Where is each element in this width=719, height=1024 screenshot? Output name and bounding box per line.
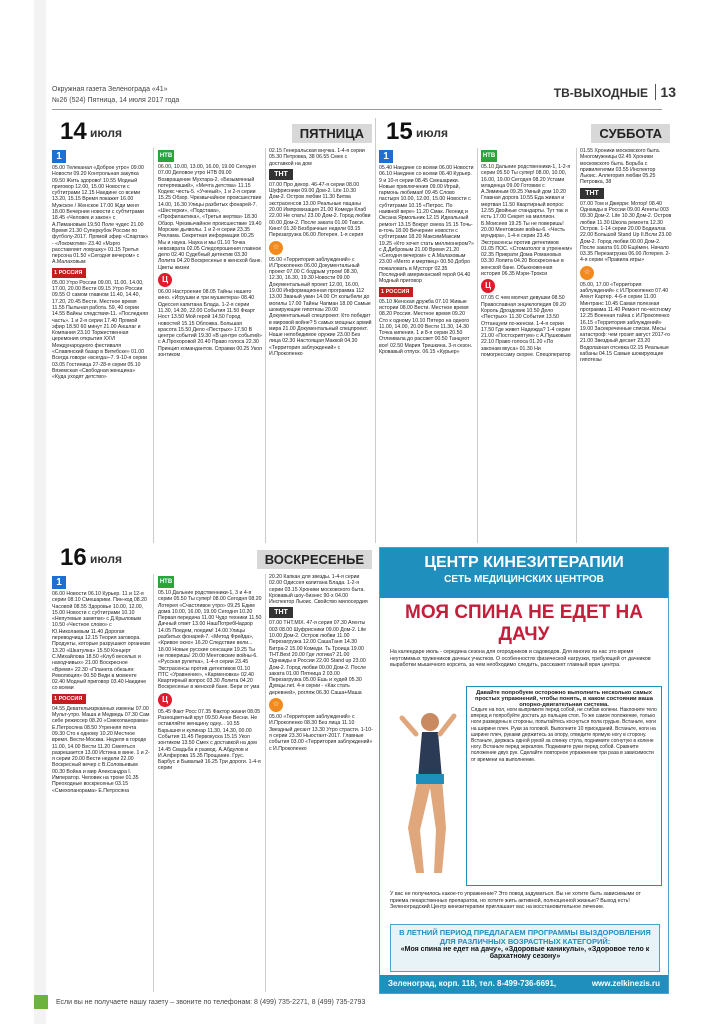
ad-website: www.zelkinezis.ru xyxy=(591,979,660,988)
offer-title: В ЛЕТНИЙ ПЕРИОД ПРЕДЛАГАЕМ ПРОГРАММЫ ВЫЗДОРОВЛЕНИЯ ДЛЯ РАЗЛИЧНЫХ ВОЗРАСТНЫХ КАТЕГОРИЙ: xyxy=(399,928,651,946)
weekday-name: СУББОТА xyxy=(591,124,670,143)
channel-tvc-logo: Ц xyxy=(158,273,172,287)
saturday-channel-tnt xyxy=(580,148,672,543)
newspaper-name: Окружная газета Зеленограда «41» xyxy=(52,86,168,93)
exercise-box-text: Сядьте на пол, ноги выпрямите перед собой, не сгибая колени. Наклоните тело вперед и попробуйте достать до пальцев стоп. То же самое положение, только ноги разведены в стороны, попытайтесь коснуться пола грудью. Встаньте, ноги на ширине плеч. Руки за головой. Выполните 10 приседаний. Встаньте, ноги на ширине плеч, руками держитесь за опору, отведите прямую ногу в сторону. Встаньте, держась одной рукой за спинку стула, поднимите согнутую в колене ногу. Встаньте перед зеркалом. Поднимите руки перед собой. Сравните положение двух рук. Сделайте повторное упражнение три раза в зависимости от времени на выполнение. xyxy=(471,707,657,763)
channel-one-logo: 1 xyxy=(52,150,66,163)
channel-russia-logo: 1 РОССИЯ xyxy=(52,694,86,704)
column-divider xyxy=(153,148,154,543)
channel-tvc-logo: Ц xyxy=(158,693,172,707)
footer-text: Если вы не получаете нашу газету – звоните по телефонам: 8 (499) 735-2271, 8 (499) 735-2793 xyxy=(55,999,366,1006)
schedule-text: 05.40 Наедине со всеми 06.00 Новости 06.10 Наедине со всеми 06.40 Курьер. 9 и 10-я серии 08.45 Смешарики. Новые приключения 09.00 Играй, гармонь любимая! 09.45 Слово пастыря 10.00, 12.00, 15.00 Новости с субтитрами 10.15 «Петрос. По наивной вере» 11.20 Смак. Леонид и Оксана Ярмольник 12.15 Идеальный ремонт 13.15 Вокруг смеха 15.15 Точь-в-точь 18.00 Вечерние новости с субтитрами 18.20 МаксимМаксим 19.25 «Кто хочет стать миллионером?» с Д.Дибровым 21.00 Время 21.20 «Сегодня вечером» с А.Малаховым 23.00 «Мегго и мертвец» 00.50 Добро пожаловать в Мусторт 02.35 Последний американский герой 04.40 Модный приговор xyxy=(379,165,474,285)
page-number: 13 xyxy=(655,84,676,100)
column-divider xyxy=(576,148,577,543)
saturday-channel-ntv xyxy=(481,148,573,543)
channel-ren-logo: ☆ xyxy=(269,241,283,255)
channel-tnt-logo: ТНТ xyxy=(269,607,293,618)
channel-tnt-logo: ТНТ xyxy=(269,169,293,180)
section-title: ТВ-ВЫХОДНЫЕ xyxy=(553,86,648,100)
ad-banner xyxy=(380,548,668,598)
schedule-text: 05.10 Женская дружба 07.10 Живые истории 08.00 Вести. Местное время 08.20 Россия. Местное время 09.20 Сто к одному 10.10 Пятеро на одного 11.00, 14.00, 20.00 Вести 11.30, 14.30 Точка кипения. 1 и 8-я серии 20.50 Отлеивала до рассвет 00.50 Танцуют все! 02.50 Мария Трешкина. 3-я сезон. Кровавый отпуск. 06.15 «Курьер» xyxy=(379,298,473,356)
channel-ntv-logo: НТВ xyxy=(158,576,174,588)
schedule-text: 05.00 Телеканал «Доброе утро» 09.00 Новости 09.20 Контрольная закупка 09.50 Жить здорово! 10.55 Модный приговор 12.00, 15.00 Новости с субтитрами 12.15 Наедине со всеми 13.20, 15.15 Время покажет 16.00 Мужское / Женское 17.00 Жди меня 18.00 Вечерние новости с субтитрами 18.45 «Человек и закон» с А.Пимановым 19.50 Поле чудес 21.00 Время 21.30 Суперкубок России по футболу-2017. Прямой эфир «Спартак» - «Локомотив» 23.40 «Мэрго расставляет ловушку» 01.15 Третья персона 01.50 «Сегодня вечером» с А.Малаховым xyxy=(52,165,149,266)
schedule-text: 07.00 Том и Джерри: Мотор! 08.40 Однажды в России 09.00 Агенты 003 09.30 Дом-2. Lite 10.30 Дом-2. Остров любви 11.30 Школа ремонта 12.30 Остров. 1-14 серии 20.00 Бодиалза 22.00 Большой Stand Up II.Всли 23.00 Дом-2. Город любви 00.00 Дом-2. После заката 01.00 Ещёмен. Начало 03.35 Перезагрузка 06.00 Лотерея. 2-4-я серии «Правила игры» xyxy=(580,200,672,264)
day-header-sunday xyxy=(52,544,372,572)
exercise-instructions-box xyxy=(466,686,662,886)
day-number: 15 xyxy=(386,118,413,145)
exercise-box-title: Давайте попробуем осторожно выполнить несколько самых простых упражнений, чтобы понять, в каком состоянии ваша опорно-двигательная система. xyxy=(475,690,653,709)
day-number: 16 xyxy=(60,544,87,571)
left-margin-strip xyxy=(34,0,46,1024)
schedule-text: 05.00 «Территория заблуждений» с И.Прокопенко 08.30 Без лица 11.10 Звездный десант 13.30 Утро страсти. 1-10-я серии 23.30 Ньюстант-2017. Главные события 03.00 «Территория заблуждений» с И.Прокопенко xyxy=(269,714,373,752)
schedule-text: 06.00 Новости 06.10 Курьер. 11 и 12-я серии 08.10 Смешарики. Пин-код 08.20 Часовой 08.55 Здоровье 10.00, 12.00, 15.00 Новости с субтитрами 10.10 «Непутевые заметки» с Д.Крыловым 10.50 «Честное слово» с Ю.Николаевым 11.40 Дорогая переводчица 12.15 Теория заговора. Продукты, которые разрушают организм 13.20 «Шкатулка» 15.50 Концерт С.Михайлова 18.50 «Клуб веселых и находчивых» 21.00 Воскресное «Время» 22.30 «Планета обезьян: Революция» 00.50 Веди в моменте 02.40 Модный приговор 03.40 Наедине со всеми xyxy=(52,591,150,692)
month-name: июля xyxy=(90,552,122,566)
schedule-text: 01.55 Хроники московского быта. Многомужницы 02.45 Хроники московского быта. Борьба с привилегиями 03.55 Инспектор Льюис. Аллегория любви 05.25 Петровка, 38 xyxy=(580,148,661,186)
ad-offer xyxy=(390,924,660,972)
schedule-text: 05.00 Утро России 09.00, 11.00, 14.00, 17.00, 20.00 Вести 09.15 Утро России 09.55 О самом главном 11.40, 14.40, 17.20, 20.45 Вести. Местное время 11.55 Пыльная работа. 59, 40 серии 14.55 Вайны следствия-11. «Последняя часть». 1 и 2-я серии 17.40 Прямой эфир 18.50 60 минут 21.00 Аншлаг и Компания 23.10 Торжественная церемония открытия XXVI Международного фестиваля «Славянский базар в Витебске» 01.00 Всегда говори «всегда»-7. 9-10-я серии 03.05 Гостиница 27-28-я серии 05.10 Вяземская «Свободная женщина» «Куда уходят детство» xyxy=(52,279,148,381)
schedule-text: 04.55 Девательизрканных измены 07.00 Мульт-утро. Маша и Медведь 07.30 Сам себе режиссер 08.20 «Смехопанорама» Е.Петросяна 08.50 Утренняя почта 09.30 Сто к одному 10.20 Местное время. Вести-Москва. Неделя в городе 11.00, 14.00 Вести 11.20 Смеяться разрешается 13.00 Истина в вине. 1 и 2-я серии 20.00 Вести недели 22.00 Воскресный вечер с В.Соловьевым 00.30 Война и мир Александра I. Император. Человек на троне 01.35 Преоходные воскресенье 03.15 «Смехопанорама» Е.Петросяна xyxy=(52,705,150,794)
sunday-channel-ntv xyxy=(158,574,262,992)
ad-subtitle: СЕТЬ МЕДИЦИНСКИХ ЦЕНТРОВ xyxy=(444,574,604,585)
column-divider xyxy=(265,148,266,543)
channel-russia-logo: 1 РОССИЯ xyxy=(52,268,86,278)
saturday-channel-first xyxy=(379,148,474,543)
sunday-channel-first xyxy=(52,574,150,992)
schedule-text: 07.05 С чем молчат девушки 08.50 Православная энциклопедия 09.20 Король Дроздовик 10.50 Дело «Пестрых» 11.30 События 13.50 Оттанцуем по-женски. 1-4-я серии 17.50 Где живет Надежда? 1-4 серии 21.00 «Постскриптум» с А.Пушковым 22.10 Право голоса 01.20 «По законам вкуса» 01.30 Ни помогрессаму скорее. Спецоператор xyxy=(481,295,571,359)
column-divider xyxy=(153,574,154,992)
woman-exercising-illustration xyxy=(394,708,460,878)
channel-russia-logo: 1 РОССИЯ xyxy=(379,287,413,297)
friday-channel-tnt xyxy=(269,148,373,543)
channel-ntv-logo: НТВ xyxy=(481,150,497,162)
page-header xyxy=(52,84,676,110)
schedule-text: 05.00, 17.00 «Территория заблуждений» с И.Прокопенко 07.40 Агент Картер. 4-6-я серии 11.00 Минтранс 10.45 Самая полезная программа 11.40 Ремонт по-честному 12.25 Военная тайна с И.Прокопенко 16.15 «Территория заблуждений» 19.00 Засекреченные списки. Месы катастроф: чем грозит август 2017-го 21.00 Звездный десант 23.20 Водолазная отсевка 02.15 Реальные кабаны 04.15 Самые шокирующие гипотезы xyxy=(580,281,671,364)
column-divider xyxy=(375,118,376,543)
sunday-channel-tnt xyxy=(269,574,373,992)
page-footer xyxy=(34,994,674,1012)
column-divider xyxy=(477,148,478,543)
ad-headline: МОЯ СПИНА НЕ ЕДЕТ НА ДАЧУ xyxy=(405,602,643,645)
schedule-text: 07.00 Про декор. 46-47-я серии 08.00 Шуфрисники 09.00 Дом-2. Lite 10.30 Дом-2. Остров любви 11.30 Битва экстрасенсов 13.00 Реальные пацаны 20.00 Импровизация 21.00 Комеди Клаб 22.00 Не спать! 23.00 Дом-2. Город любви 00.00 Дом-2. После заката 01.00 Такси. Кино! 01.30 Безбрачные недели 03.15 Перезагрузка 06.00 Лотерея. 1-я серия xyxy=(269,181,371,239)
schedule-text: 05.00 «Территория заблуждений» с И.Прокопенко 06.00 Документальный проект 07.00 С бодрым утром! 08.30, 12.30, 16.30, 19.30 Новости 09.00 Документальный проект 12.00, 16.00, 19.00 Информационная программа 112 13.00 Званый ужин 14.00 От колыбели до могилы 17.00 Тайны Чапман 18.00 Самые шокирующие гипотезы 20.00 Документальный спецпроект. Кто победит в мировой войне? 5 самых мощных армий мира 21.00 Документальный спецпроект. Наше непобедимое оружие 23.00 Без лица 02.30 Настоящая Маккой 04.30 «Территория заблуждений» с И.Прокопенко xyxy=(269,256,372,358)
schedule-text: 05.10 Дальние родственники-1, 3 и 4-я серии 05.50 Ты супер! 08.00 Сегодня 08.20 Лотерея «Счастливое утро» 09.25 Едим дома 10.00, 16.00, 19.00 Сегодня 10.20 Первая передача 11.00 Чудо техники 11.50 Дачный ответ 13.00 НашПотребНадзор 14.05 Поедем, поедим! 14.00 Улицы разбитых фонарей-7. «Метод Фрейда», «Кривое окно» 16.20 Следствие вели... 18.00 Новые русские сенсации 19.25 Ты не поверишь! 20.00 Ментовские войны-6. «Русская рулетка», 1-4-я серии 23.45 Экстрасенсы против детективов 01.10 ПТС «Уравнение», «Карменовка» 02.40 Квартирный вопрос 03.30 Лолита 04.20 Воскресенье в женской бане. Бери от ума xyxy=(158,590,262,691)
schedule-text: 06.00 Настроение 08.05 Тайны нашего кино. «Игрушки и три мушкетера» 08.40 Одессея капитана Блада. 1-2-я серии 11.30, 14.30, 22.00 События 11.50 Фкарт Ност 13.50 Мой герой 14.50 Город новостей 15.15 Обложка. Большая красота 15.50 Дело «Пестрых» 17.50 В центре событий 19.30 «В центре событий» с А.Прохоровой 20.40 Право голоса 22.30 Принцип командантов. Справки 00.25 Укол зонтиком xyxy=(158,289,262,359)
ad-address: Зеленоград, корп. 118, тел. 8-499-736-6691, xyxy=(388,979,557,988)
channel-tvc-logo: Ц xyxy=(481,279,495,293)
channel-ntv-logo: НТВ xyxy=(158,150,174,162)
weekday-name: ВОСКРЕСЕНЬЕ xyxy=(257,550,372,569)
friday-channel-first xyxy=(52,148,150,543)
offer-text: «Моя спина не едет на дачу», «Здоровые каникулы», «Здоровое тело к бархатному сезону» xyxy=(400,946,650,960)
day-header-saturday xyxy=(378,118,670,146)
month-name: июля xyxy=(90,126,122,140)
day-number: 14 xyxy=(60,118,87,145)
channel-one-logo: 1 xyxy=(52,576,66,589)
schedule-text: 07.00 ТНТ.MIX. 47-я серия 07.30 Агенты 003 08.00 Шуфрисники 09.00 Дом-2. Lite 10.00 Дом-2. Остров любви 11.00 Перезагрузка 12.00 СашаТаня 14.30 Битра-2 15.00 Комеди. Ть Троица 19.00 ТНТ.Best 20.00 Где логика? 21.00 Однажды в России 22.00 Stand up 23.00 Дом-2. Город любви 00.00 Дом-2. После заката 01.00 Пятница 2 03.00 Перезагрузка 05.00 Ешь и худей 05.30 Думцы.net. 4-я серии - «Как стать деревней», рогляж 06.30 Саша+Маша xyxy=(269,620,367,696)
weekday-name: ПЯТНИЦА xyxy=(292,124,372,143)
friday-channel-ntv xyxy=(158,148,262,543)
ad-intro: На календаре июль - середина сезона для огородников и садоводов. Для многих из нас это время неутомимых тружеников дачных участков. О особенностях физической нагрузки, требующей от дачников выработки мышечного корсета, за чем необходимо следить, расскажет главный врач центра. xyxy=(390,649,651,668)
schedule-text: 05.10 Дальние родственники-1, 1-2-я серии 05.50 Ты супер! 08.00, 10.00, 16.00, 19.00 Сегодня 08.20 Устами младенца 09.00 Готовим с А.Зиминым 09.25 Умный дом 10.20 Главная дорога 10.55 Еда живая и мертвая 11.50 Квартирный вопрос 12.55 Двойные стандарты. Тут так и есть 17.00 Секрет на миллион. Б.Моисеев 19.25 Ты не поверишь! 20.00 Ментовские войны-6. «Честь мундира», 1-4-я серии 23.45 Экстрасенсы против детективов 01.05 ПОС. «Стоматолог в утреннем» 02.35 Прикрати Дома Романовых 03.30 Лолита 04.20 Воскресенье в женской бане. Обыкновенная история 06.35 Мэри-Трокси xyxy=(481,164,573,278)
channel-ren-logo: ☆ xyxy=(269,698,283,712)
ad-body: У вас не получилось какое-то упражнение? Это повод задуматься. Вы не хотите быть зависимыми от приема лекарственных препаратов, но хотите жить активной, полноценной жизнью? Выход есть! Зеленоградский Центр кинезитерапии приглашает вас на восстановительное лечение. xyxy=(390,891,641,910)
channel-tnt-logo: ТНТ xyxy=(580,188,604,199)
ad-contact-bar xyxy=(380,975,668,993)
schedule-text: 20.20 Капкан для звезды. 1-4-я серии 02.00 Одиссея капитана Блада. 1-2-я серии 03.15 Хроники московского быта. Кровавый шоу-бизнес 90-х 04.00 Инспектор Льюис. Свойство милосердия xyxy=(269,574,368,606)
channel-ren-logo: ☆ xyxy=(580,266,594,280)
ad-title: ЦЕНТР КИНЕЗИТЕРАПИИ xyxy=(424,554,624,571)
schedule-text: 05.45 Факт Росс 07.35 Фактор жизни 08.05 Разноцветный круг 09.50 Анне Весни. Не оставляйте женщину одну... 10.55 Барышня и кулинар 11.30, 14.30, 00.00 События 11.45 Первокуска 15.15 Укол зонтиком 13.50 Смех с доставкой на дом 14.45 Свадьба и развод. А.Абдулов и И.Алферова 15.35 Прощание. Грус. Барбус и Бывалый 16.25 Три дороги. 1-4-я серии xyxy=(158,708,261,772)
channel-one-logo: 1 xyxy=(379,150,393,163)
issue-info: №26 (524) Пятница, 14 июля 2017 года xyxy=(52,97,180,104)
schedule-text: 02.15 Генеральская внучка. 1-4-я серии 05.30 Петровка, 38 06.55 Смех с доставкой на дом xyxy=(269,148,365,167)
day-header-friday xyxy=(52,118,372,146)
column-divider xyxy=(265,574,266,992)
schedule-text: 06.00, 10.00, 13.00, 16.00, 19.00 Сегодня 07.00 Деловое утро НТВ 09.00 Возвращение Мухтара-2. «Безымянный потерпевший», «Мечта детства» 11.15 Кодекс честь-5. «Ученый», 1 и 2-я серии 15.25 Обзор. Чрезвычайное происшествие 14.00, 16.30 Улицы разбитых фонарей-7. «Шестерки», «Подстава», «Профилактика», «Третья жертва» 18.30 Обзор. Чрезвычайное происшествие 19.40 Морские дьяволы. 1 и 2-я серии 23.35 Реклама. Секретная информация 00.25 Мы и наука. Наука и мы 01.10 Точка невозврата 02.05 Следопрошения главное дело 02.40 Судебный детектив 03.30 Лолита 04.20 Воскресенье в женской бане. Цветы жизни xyxy=(158,164,262,271)
kinesitherapy-advertisement xyxy=(379,547,669,994)
month-name: июля xyxy=(416,126,448,140)
newspaper-logo-icon xyxy=(34,995,48,1009)
